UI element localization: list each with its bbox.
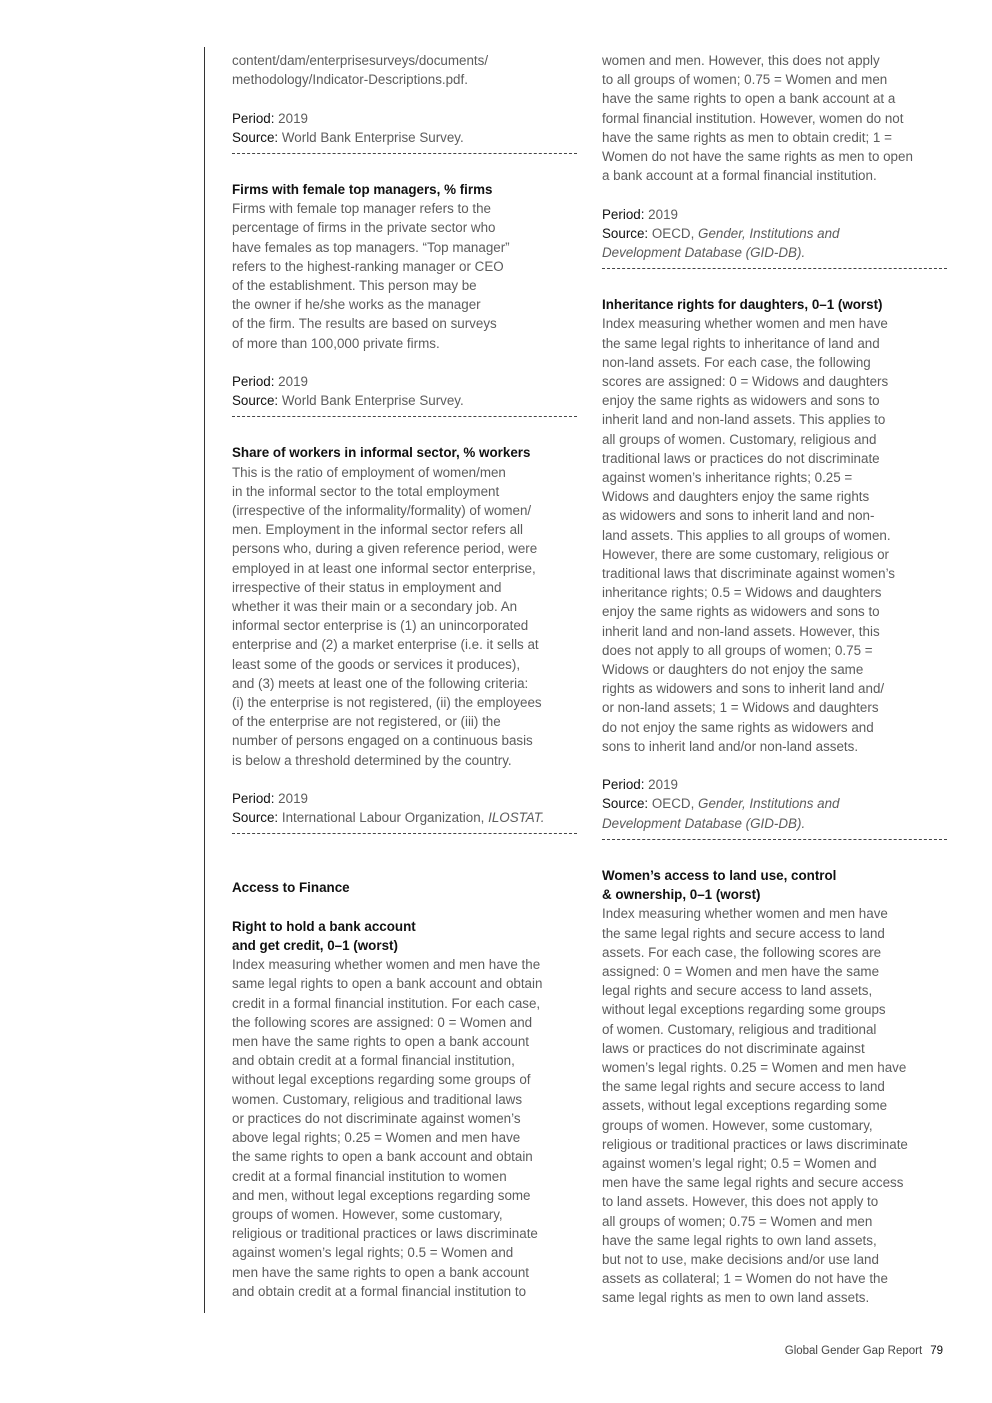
entry-title-informal-sector: Share of workers in informal sector, % workers xyxy=(232,445,531,461)
entry-body-female-managers: Firms with female top manager refers to the percentage of firms in the private sector who have females as top managers. “Top manager” refers to the highest-ranking manager or CEO of the establishment. This person may be the owner if he/she works as the manager of the firm. The results are based on surveys of more than 100,000 private firms. xyxy=(232,201,510,351)
entry-title-land-access: Women’s access to land use, control & ownership, 0–1 (worst) xyxy=(602,867,837,903)
entry-body-land-access: Index measuring whether women and men have the same legal rights and secure access to land assets. For each case, the following scores are assigned: 0 = Women and men have the same legal rights and secure access to land assets, without legal exceptions regarding some groups of women. Customary, religious and traditional laws or practices do not discriminate against women’s legal rights. 0.25 = Women and men have the same legal rights and secure access to land assets, without legal exceptions regarding some groups of women. However, some customary, religious or traditional practices or laws discriminate against women’s legal right; 0.5 = Women and men have the same legal rights and secure access to land assets. However, this does not apply to all groups of women; 0.75 = Women and men have the same legal rights to own land assets, but not to use, make decisions and/or use land assets as collateral; 1 = Women do not have the same legal rights as men to own land assets. xyxy=(602,906,908,1306)
entry-body-bank-account-continued: women and men. However, this does not apply to all groups of women; 0.75 = Women and men have the same rights to open a bank account at a formal financial institution. However, women do not have the same rights as men to obtain credit; 1 = Women do not have the same rights as men to open a bank account at a formal financial institution. xyxy=(602,53,913,184)
intro-text: content/dam/enterprisesurveys/documents/ methodology/Indicator-Descriptions.pdf. xyxy=(232,53,489,88)
period-line xyxy=(602,775,947,794)
period-label: Period: xyxy=(232,110,275,126)
entry-title-inheritance: Inheritance rights for daughters, 0–1 (worst) xyxy=(602,297,883,313)
source-label: Source: xyxy=(602,225,649,241)
source-line xyxy=(602,794,947,832)
period-line xyxy=(602,205,947,224)
source-label: Source: xyxy=(232,810,279,826)
entry-title-bank-account: Right to hold a bank account and get credit, 0–1 (worst) xyxy=(232,918,416,954)
period-value: 2019 xyxy=(648,206,678,222)
left-column xyxy=(232,51,577,1301)
entry-body-informal-sector: This is the ratio of employment of women/men in the informal sector to the total employment (irrespective of the informality/formality) of women/ men. Employment in the informal sector refers all persons who, during a given reference period, were employed in at least one informal sector enterprise, irrespective of their status in employment and whether it was their main or a secondary job. An informal sector enterprise is (1) an unincorporated enterprise and (2) a market enterprise (i.e. it sells at least some of the goods or services it produces), and (3) meets at least one of the following criteria: (i) the enterprise is not registered, (ii) the employees of the enterprise are not registered, or (iii) the number of persons engaged on a continuous basis is below a threshold determined by the country. xyxy=(232,464,542,768)
source-database: Gender, Institutions and Development Database (GID-DB). xyxy=(602,796,840,831)
source-label: Source: xyxy=(232,393,279,409)
period-label: Period: xyxy=(232,374,275,390)
period-value: 2019 xyxy=(278,791,308,807)
period-line xyxy=(232,109,577,128)
period-label: Period: xyxy=(602,206,645,222)
period-line xyxy=(232,789,577,808)
source-line xyxy=(232,808,577,827)
period-line xyxy=(232,372,577,391)
right-column xyxy=(602,51,947,1308)
source-line xyxy=(602,224,947,262)
entry-body-inheritance: Index measuring whether women and men have the same legal rights to inheritance of land and non-land assets. For each case, the following scores are assigned: 0 = Widows and daughters enjoy the same rights as widowers and sons to inherit land and non-land assets. This applies to all groups of women. Customary, religious and traditional laws or practices do not discriminate against women’s inheritance rights; 0.25 = Widows and daughters enjoy the same rights as widowers and sons to inherit land and non- land assets. This applies to all groups of women. However, there are some customary, religious or traditional laws that discriminate against women’s inheritance rights; 0.5 = Widows and daughters enjoy the same rights as widowers and sons to inherit land and non-land assets. However, this does not apply to all groups of women; 0.75 = Widows or daughters do not enjoy the same rights as widowers and sons to inherit land and/ or non-land assets; 1 = Widows and daughters do not enjoy the same rights as widowers and sons to inherit land and/or non-land assets. xyxy=(602,316,895,754)
period-value: 2019 xyxy=(648,777,678,793)
source-org: International Labour Organization, xyxy=(281,810,485,826)
period-value: 2019 xyxy=(278,374,308,390)
source-label: Source: xyxy=(232,129,279,145)
source-org: OECD, xyxy=(651,796,695,812)
section-title-access-to-finance: Access to Finance xyxy=(232,880,350,896)
period-label: Period: xyxy=(232,791,275,807)
entry-title-female-managers: Firms with female top managers, % firms xyxy=(232,182,493,197)
source-value: World Bank Enterprise Survey. xyxy=(281,129,464,145)
source-label: Source: xyxy=(602,796,649,812)
source-line xyxy=(232,128,577,147)
report-title: Global Gender Gap Report xyxy=(784,1345,923,1357)
source-database: ILOSTAT. xyxy=(488,810,545,826)
source-database: Gender, Institutions and Development Database (GID-DB). xyxy=(602,225,840,261)
page-number: 79 xyxy=(930,1345,943,1357)
margin-rule xyxy=(204,47,205,1313)
entry-body-bank-account: Index measuring whether women and men have the same legal rights to open a bank account and obtain credit in a formal financial institution. For each case, the following scores are assigned: 0 = Women and men have the same rights to open a bank account and obtain credit at a formal financial institution, without legal exceptions regarding some groups of women. Customary, religious and traditional laws or practices do not discriminate against women’s above legal rights; 0.25 = Women and men have the same rights to open a bank account and obtain credit at a formal financial institution to women and men, without legal exceptions regarding some groups of women. However, some customary, religious or traditional practices or laws discriminate against women’s legal rights; 0.5 = Women and men have the same rights to open a bank account and obtain credit at a formal financial institution to xyxy=(232,957,543,1299)
period-label: Period: xyxy=(602,777,645,793)
source-org: OECD, xyxy=(651,225,695,241)
source-value: World Bank Enterprise Survey. xyxy=(281,393,464,409)
period-value: 2019 xyxy=(278,110,308,126)
page-footer xyxy=(600,1342,943,1361)
source-line xyxy=(232,391,577,410)
